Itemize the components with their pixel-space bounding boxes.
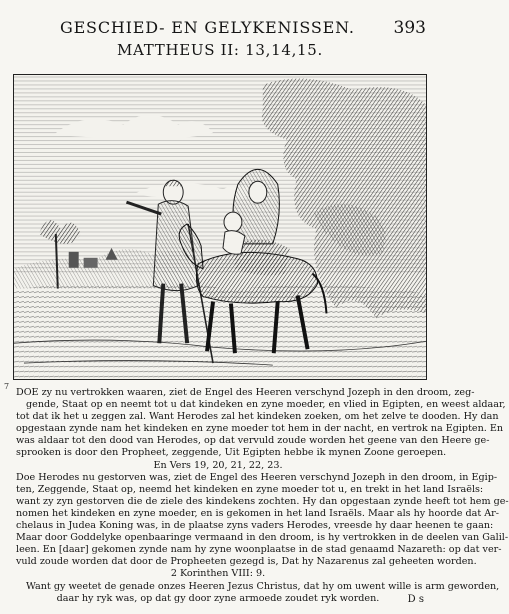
catchword: D s <box>407 594 424 605</box>
text-line: tot dat ik het u zeggen zal. Want Herodes zal het kindeken zoeken, om het zelve te dooden. Hy dan <box>16 411 499 423</box>
text-line: vuld zoude worden dat door de Propheeten gezegd is, Dat hy Nazarenus zal geheeten worden. <box>16 556 477 568</box>
distant-building <box>84 258 98 268</box>
text-line: opgestaan zynde nam het kindeken en zyne moeder tot hem in der nacht, en vertrok na Egipten. En <box>16 423 504 435</box>
text-line: daar hy ryk was, op dat gy door zyne armoede zoudet ryk worden. <box>56 592 380 604</box>
distant-building <box>69 252 79 268</box>
text-line: chelaus in Judea Koning was, in de plaatse zyns vaders Herodes, vreesde hy daar heenen te gaan: <box>16 520 494 532</box>
text-line: DOE zy nu vertrokken waaren, ziet de Engel des Heeren verschynd Jozeph in den droom, zeg- <box>16 387 475 398</box>
flight-into-egypt-engraving <box>14 75 426 379</box>
body-text <box>16 387 509 605</box>
text-line: sprooken is door den Propheet, zeggende, Uit Egipten hebbe ik mynen Zoone geroepen. <box>16 447 447 459</box>
page-number: 393 <box>393 18 426 38</box>
plate-mark: 7 <box>4 382 10 391</box>
text-line: Doe Herodes nu gestorven was, ziet de Engel des Heeren verschynd Jozeph in den droom, in Egip- <box>16 471 498 483</box>
engraving-illustration <box>13 74 427 380</box>
text-line: Maar door Goddelyke openbaaringe vermaand in den droom, is hy vertrokken in de deelen van Galil- <box>16 532 509 544</box>
verse-reference: En Vers 19, 20, 21, 22, 23. <box>153 459 283 471</box>
running-title: GESCHIED- EN GELYKENISSEN. <box>60 18 355 37</box>
text-line: nomen het kindeken en zyne moeder, en is gekomen in het land Israëls. Maar als hy hoorde dat Ar- <box>16 507 499 519</box>
verse-reference: 2 Korinthen VIII: 9. <box>170 568 266 580</box>
text-line: ten, Zeggende, Staat op, neemd het kindeken en zyne moeder tot u, en trekt in het land Israëls: <box>16 483 484 495</box>
scripture-reference: MATTHEUS II: 13,14,15. <box>116 41 323 59</box>
text-line: want zy zyn gestorven die de ziele des kindekens zochten. Hy dan opgestaan zynde heeft tot hem ge- <box>16 495 509 507</box>
text-line: leen. En [daar] gekomen zynde nam hy zyne woonplaatse in de stad genaamd Nazareth: op dat ver- <box>16 544 502 556</box>
text-line: Want gy weetet de genade onzes Heeren Jezus Christus, dat hy om uwent wille is arm geworden, <box>26 580 500 592</box>
text-line: was aldaar tot den dood van Herodes, op dat vervuld zoude worden het geene van den Heere ge- <box>16 435 490 447</box>
text-line: gende, Staat op en neemt tot u dat kindeken en zyne moeder, en vlied in Egipten, en weest aldaar, <box>26 399 506 411</box>
